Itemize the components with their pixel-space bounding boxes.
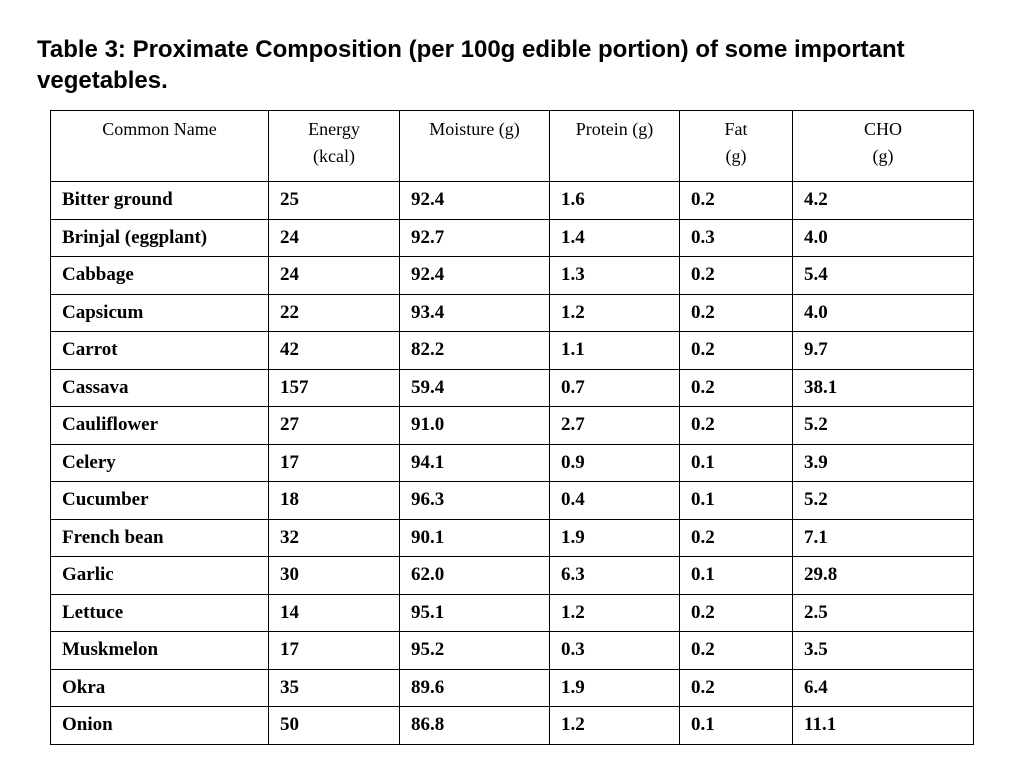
header-cell-moisture — [400, 111, 550, 182]
cell-common-name: Carrot — [51, 332, 269, 370]
cell-cho: 3.5 — [793, 632, 974, 670]
header-label: Protein (g) — [575, 119, 654, 139]
cell-fat: 0.2 — [680, 519, 793, 557]
cell-moisture: 86.8 — [400, 707, 550, 745]
cell-moisture: 92.4 — [400, 257, 550, 295]
cell-moisture: 95.2 — [400, 632, 550, 670]
cell-energy: 32 — [269, 519, 400, 557]
cell-common-name: Okra — [51, 669, 269, 707]
cell-cho: 9.7 — [793, 332, 974, 370]
cell-protein: 0.4 — [550, 482, 680, 520]
cell-cho: 6.4 — [793, 669, 974, 707]
cell-fat: 0.2 — [680, 669, 793, 707]
cell-fat: 0.2 — [680, 369, 793, 407]
header-label: Fat (g) — [724, 119, 748, 166]
cell-fat: 0.3 — [680, 219, 793, 257]
table-row — [51, 182, 974, 220]
cell-moisture: 93.4 — [400, 294, 550, 332]
cell-moisture: 82.2 — [400, 332, 550, 370]
cell-fat: 0.2 — [680, 407, 793, 445]
cell-common-name: Muskmelon — [51, 632, 269, 670]
header-cell-energy — [269, 111, 400, 182]
cell-common-name: Cassava — [51, 369, 269, 407]
cell-energy: 14 — [269, 594, 400, 632]
cell-fat: 0.1 — [680, 557, 793, 595]
cell-energy: 24 — [269, 219, 400, 257]
cell-protein: 1.2 — [550, 594, 680, 632]
cell-cho: 4.0 — [793, 219, 974, 257]
table-row — [51, 294, 974, 332]
table-row — [51, 669, 974, 707]
cell-moisture: 92.4 — [400, 182, 550, 220]
table-row — [51, 332, 974, 370]
header-cell-protein — [550, 111, 680, 182]
table-row — [51, 557, 974, 595]
cell-protein: 0.9 — [550, 444, 680, 482]
cell-fat: 0.2 — [680, 257, 793, 295]
cell-common-name: French bean — [51, 519, 269, 557]
cell-fat: 0.2 — [680, 332, 793, 370]
cell-fat: 0.2 — [680, 632, 793, 670]
cell-common-name: Bitter ground — [51, 182, 269, 220]
cell-common-name: Cucumber — [51, 482, 269, 520]
header-cell-cho — [793, 111, 974, 182]
cell-cho: 5.4 — [793, 257, 974, 295]
cell-fat: 0.1 — [680, 444, 793, 482]
cell-cho: 29.8 — [793, 557, 974, 595]
cell-common-name: Capsicum — [51, 294, 269, 332]
cell-cho: 4.2 — [793, 182, 974, 220]
cell-fat: 0.2 — [680, 294, 793, 332]
cell-protein: 1.9 — [550, 669, 680, 707]
header-label: CHO (g) — [863, 119, 902, 166]
cell-energy: 24 — [269, 257, 400, 295]
table-row — [51, 369, 974, 407]
cell-energy: 35 — [269, 669, 400, 707]
cell-protein: 1.6 — [550, 182, 680, 220]
table-row — [51, 257, 974, 295]
cell-cho: 3.9 — [793, 444, 974, 482]
cell-protein: 1.2 — [550, 294, 680, 332]
cell-energy: 30 — [269, 557, 400, 595]
header-label: Energy (kcal) — [308, 119, 360, 166]
cell-energy: 25 — [269, 182, 400, 220]
cell-common-name: Onion — [51, 707, 269, 745]
cell-protein: 1.1 — [550, 332, 680, 370]
cell-energy: 17 — [269, 632, 400, 670]
table-body — [51, 182, 974, 745]
table-row — [51, 632, 974, 670]
cell-energy: 17 — [269, 444, 400, 482]
cell-energy: 22 — [269, 294, 400, 332]
header-label: Moisture (g) — [429, 119, 520, 139]
proximate-composition-table — [50, 110, 974, 745]
cell-common-name: Cabbage — [51, 257, 269, 295]
cell-common-name: Cauliflower — [51, 407, 269, 445]
cell-protein: 1.4 — [550, 219, 680, 257]
cell-energy: 50 — [269, 707, 400, 745]
cell-protein: 6.3 — [550, 557, 680, 595]
cell-cho: 7.1 — [793, 519, 974, 557]
cell-cho: 5.2 — [793, 407, 974, 445]
cell-common-name: Garlic — [51, 557, 269, 595]
cell-protein: 1.9 — [550, 519, 680, 557]
cell-protein: 1.3 — [550, 257, 680, 295]
header-cell-common-name — [51, 111, 269, 182]
cell-common-name: Brinjal (eggplant) — [51, 219, 269, 257]
header-label: Common Name — [102, 119, 217, 139]
cell-fat: 0.1 — [680, 707, 793, 745]
cell-moisture: 89.6 — [400, 669, 550, 707]
cell-energy: 27 — [269, 407, 400, 445]
cell-energy: 42 — [269, 332, 400, 370]
cell-moisture: 94.1 — [400, 444, 550, 482]
header-row — [51, 111, 974, 182]
cell-moisture: 95.1 — [400, 594, 550, 632]
cell-moisture: 91.0 — [400, 407, 550, 445]
cell-energy: 18 — [269, 482, 400, 520]
table-row — [51, 219, 974, 257]
cell-moisture: 59.4 — [400, 369, 550, 407]
cell-moisture: 62.0 — [400, 557, 550, 595]
table-row — [51, 707, 974, 745]
header-cell-fat — [680, 111, 793, 182]
cell-fat: 0.2 — [680, 594, 793, 632]
cell-fat: 0.1 — [680, 482, 793, 520]
table-row — [51, 407, 974, 445]
table-header — [51, 111, 974, 182]
table-row — [51, 519, 974, 557]
cell-protein: 0.7 — [550, 369, 680, 407]
cell-cho: 2.5 — [793, 594, 974, 632]
cell-energy: 157 — [269, 369, 400, 407]
cell-cho: 38.1 — [793, 369, 974, 407]
table-row — [51, 482, 974, 520]
cell-cho: 5.2 — [793, 482, 974, 520]
cell-cho: 11.1 — [793, 707, 974, 745]
cell-common-name: Lettuce — [51, 594, 269, 632]
table-row — [51, 444, 974, 482]
cell-cho: 4.0 — [793, 294, 974, 332]
cell-protein: 1.2 — [550, 707, 680, 745]
cell-protein: 0.3 — [550, 632, 680, 670]
cell-moisture: 92.7 — [400, 219, 550, 257]
cell-moisture: 96.3 — [400, 482, 550, 520]
table-title: Table 3: Proximate Composition (per 100g edible portion) of some important vegetables. — [37, 36, 905, 94]
cell-common-name: Celery — [51, 444, 269, 482]
cell-moisture: 90.1 — [400, 519, 550, 557]
cell-protein: 2.7 — [550, 407, 680, 445]
table-row — [51, 594, 974, 632]
cell-fat: 0.2 — [680, 182, 793, 220]
